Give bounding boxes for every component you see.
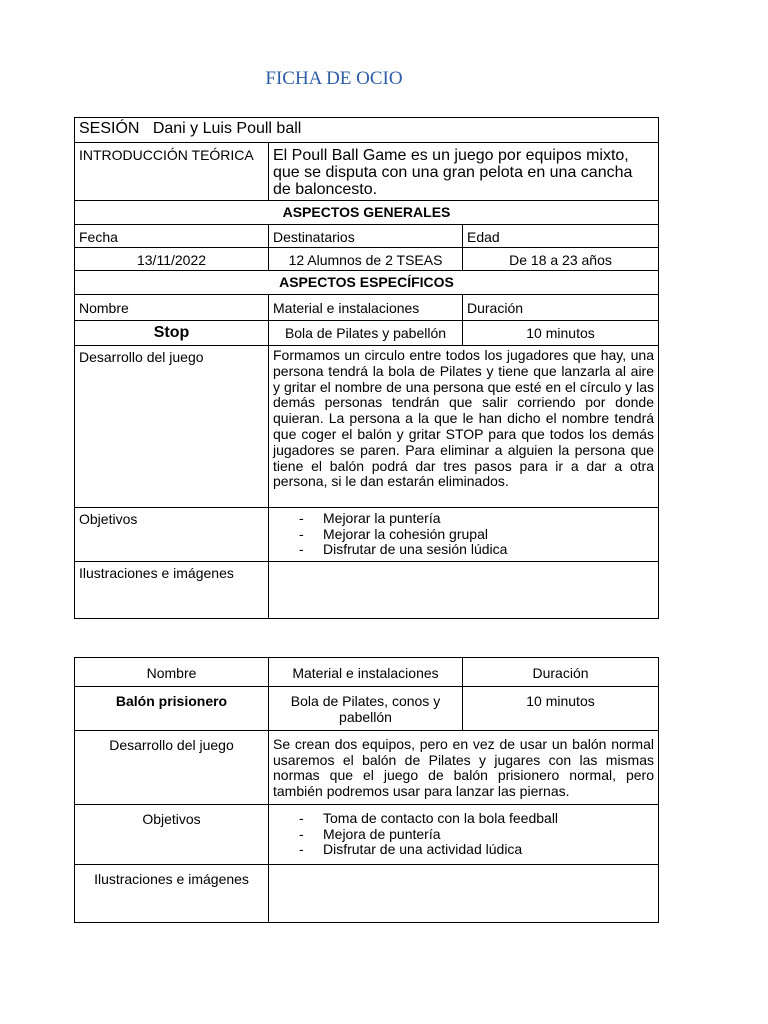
game1-name: Stop: [75, 321, 269, 346]
session-value: Dani y Luis Poull ball: [152, 120, 302, 137]
dash-bullet: -: [299, 810, 304, 826]
game2-objectives-cell: [269, 805, 659, 865]
game1-illustrations-cell: [269, 562, 659, 619]
intro-text: El Poull Ball Game es un juego por equipos mixto, que se disputa con una gran pelota en una cancha de baloncesto.: [269, 143, 659, 201]
game2-header-duracion: Duración: [463, 658, 659, 687]
game2-development-text: Se crean dos equipos, pero en vez de usar un balón normal usaremos el balón de Pilates y jugares con las mismas normas que el juego de balón prisionero normal, pero también podremos usar para lanzar las piernas.: [269, 731, 659, 805]
game2-header-material: Material e instalaciones: [269, 658, 463, 687]
dash-bullet: -: [299, 510, 304, 526]
dash-bullet: -: [299, 841, 304, 857]
game2-header-nombre: Nombre: [75, 658, 269, 687]
general-heading: ASPECTOS GENERALES: [75, 201, 659, 225]
game1-material: Bola de Pilates y pabellón: [269, 321, 463, 346]
session-cell: [75, 118, 659, 143]
general-value-edad: De 18 a 23 años: [463, 248, 659, 271]
general-value-fecha: 13/11/2022: [75, 248, 269, 271]
session-label: SESIÓN: [79, 120, 140, 137]
objective-item: [299, 511, 654, 527]
objective-text: Disfrutar de una actividad lúdica: [323, 841, 523, 857]
game1-objectives-label: Objetivos: [75, 508, 269, 562]
page-title: FICHA DE OCIO: [265, 68, 403, 89]
game2-development-label: Desarrollo del juego: [75, 731, 269, 805]
intro-label: INTRODUCCIÓN TEÓRICA: [75, 143, 269, 201]
game1-development-label: Desarrollo del juego: [75, 346, 269, 508]
game2-objectives-list: [273, 811, 654, 858]
game1-development-text: Formamos un circulo entre todos los jugadores que hay, una persona tendrá la bola de Pilates y tiene que lanzarla al aire y gritar el nombre de una persona que esté en el círculo y las demás personas tendrán que salir corriendo por donde quieran. La persona a la que le han dicho el nombre tendrá que coger el balón y gritar STOP para que todos los demás jugadores se paren. Para eliminar a alguien la persona que tiene el balón podrá dar tres pasos para ir a dar a otra persona, si le dan estarán eliminados.: [269, 346, 659, 508]
objective-item: [299, 542, 654, 558]
general-header-destinatarios: Destinatarios: [269, 225, 463, 248]
general-value-destinatarios: 12 Alumnos de 2 TSEAS: [269, 248, 463, 271]
game2-illustrations-cell: [269, 865, 659, 923]
game2-table: [74, 657, 659, 923]
dash-bullet: -: [299, 525, 304, 542]
general-header-fecha: Fecha: [75, 225, 269, 248]
game2-name: Balón prisionero: [75, 687, 269, 731]
game2-material: Bola de Pilates, conos y pabellón: [269, 687, 463, 731]
specific-header-material: Material e instalaciones: [269, 295, 463, 321]
dash-bullet: -: [299, 825, 304, 842]
game1-objectives-list: [273, 511, 654, 558]
session-table: [74, 117, 659, 619]
objective-text: Mejora de puntería: [323, 825, 441, 842]
objective-item: [299, 842, 654, 858]
game1-duration: 10 minutos: [463, 321, 659, 346]
specific-header-nombre: Nombre: [75, 295, 269, 321]
game2-objectives-label: Objetivos: [75, 805, 269, 865]
objective-item: [299, 827, 654, 843]
specific-header-duracion: Duración: [463, 295, 659, 321]
objective-item: [299, 527, 654, 543]
objective-text: Mejorar la cohesión grupal: [323, 525, 488, 542]
game2-illustrations-label: Ilustraciones e imágenes: [75, 865, 269, 923]
general-header-edad: Edad: [463, 225, 659, 248]
objective-text: Mejorar la puntería: [323, 510, 441, 526]
objective-text: Disfrutar de una sesión lúdica: [323, 541, 508, 557]
game1-objectives-cell: [269, 508, 659, 562]
game2-duration: 10 minutos: [463, 687, 659, 731]
dash-bullet: -: [299, 541, 304, 557]
game1-illustrations-label: Ilustraciones e imágenes: [75, 562, 269, 619]
specific-heading: ASPECTOS ESPECÍFICOS: [75, 271, 659, 295]
objective-item: [299, 811, 654, 827]
objective-text: Toma de contacto con la bola feedball: [323, 810, 559, 826]
